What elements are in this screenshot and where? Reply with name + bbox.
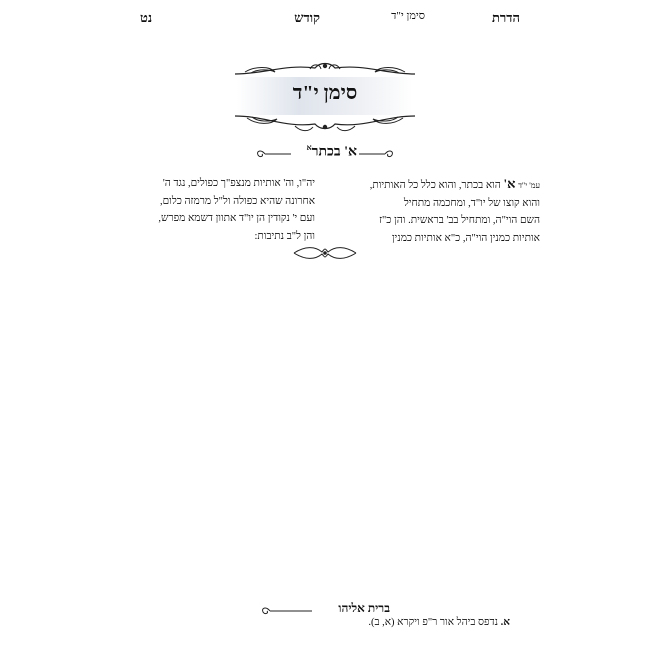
header-topic: קודש [294, 10, 320, 25]
section-ornament-left-icon [255, 148, 291, 160]
end-ornament-icon [290, 242, 360, 264]
footnote-marker: א. [500, 617, 510, 628]
header-siman-label: סימן י"ד [391, 10, 425, 22]
footnote-source-heading [260, 601, 390, 618]
text-line: עמ' י"ד א' הוא בכתר, והוא כלל כל האותיות, [369, 176, 540, 191]
text-column-left [120, 175, 315, 245]
text-line: יה"ו, וה' אותיות מנצפ"ך כפולים, נגד ה' [162, 178, 315, 189]
header-page-number: נט [140, 10, 153, 25]
text-line: אחרונה שהיא כפולה ול"ל מרמזה כלום, [159, 195, 315, 207]
footnote-ornament-icon [260, 606, 312, 616]
section-ornament-right-icon [359, 148, 395, 160]
ornament-top-icon [225, 60, 425, 78]
footnote-text: נדפס ביהל אור ר"פ ויקרא (א, ב). [368, 617, 498, 628]
text-line: השם הוי"ה, ומתחיל בב' בראשית. והן כ"ז [379, 215, 540, 226]
chapter-title-block [225, 60, 425, 135]
chapter-title: סימן י"ד [292, 82, 358, 104]
running-header [140, 10, 520, 34]
text-column-right [335, 175, 540, 247]
footnote [368, 617, 510, 628]
ornament-bottom-icon [225, 112, 425, 134]
text-line: והוא קוצו של יו"ד, ומחכמה מתחיל [403, 197, 540, 209]
text-line: והן ל"ב נתיבות: [254, 230, 315, 242]
footnote-source-title: ברית אליהו [338, 601, 390, 615]
text-line: ועם י' נקודין הן יו"ד אתוון דשמא מפרש, [158, 213, 315, 224]
section-footnote-ref: א [306, 143, 312, 152]
section-heading [255, 143, 395, 165]
header-book-name: הדרת [491, 10, 520, 25]
text-line: אותיות כמנין הוי"ה, כ"א אותיות כמנין [391, 232, 540, 244]
section-title [306, 143, 357, 161]
section-letter: א' [344, 144, 357, 160]
section-name: בכתר [311, 144, 341, 160]
